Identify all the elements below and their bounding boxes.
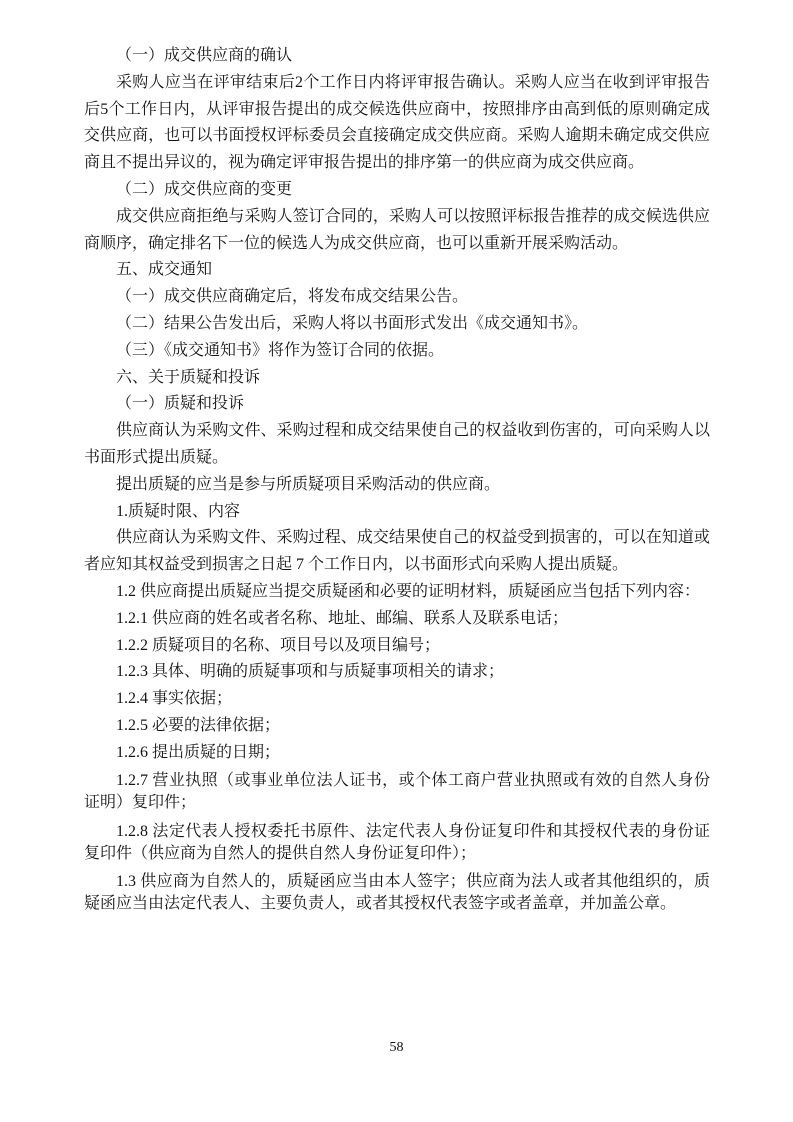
paragraph: 1.2.1 供应商的姓名或者名称、地址、邮编、联系人及联系电话； xyxy=(116,609,569,627)
page-number: 58 xyxy=(389,1040,404,1055)
paragraph: 提出质疑的应当是参与所质疑项目采购活动的供应商。 xyxy=(116,475,501,493)
paragraph: 1.2.7 营业执照（或事业单位法人证书，或个体工商户营业执照或有效的自然人身份证明）复印件； xyxy=(84,771,710,812)
document-body xyxy=(84,43,710,916)
paragraph: 采购人应当在评审结束后2个工作日内将评审报告确认。采购人应当在收到评审报告后5个工作日内，从评审报告提出的成交候选供应商中，按照排序由高到低的原则确定成交供应商，也可以书面授权评标委员会直接确定成交供应商。采购人逾期未确定成交供应商且不提出异议的，视为确定评审报告提出的排序第一的供应商为成交供应商。 xyxy=(84,73,710,172)
paragraph: （二）成交供应商的变更 xyxy=(116,180,293,198)
paragraph: 1.2.8 法定代表人授权委托书原件、法定代表人身份证复印件和其授权代表的身份证复印件（供应商为自然人的提供自然人身份证复印件）； xyxy=(84,822,710,863)
paragraph: 1.3 供应商为自然人的，质疑函应当由本人签字；供应商为法人或者其他组织的，质疑函应当由法定代表人、主要负责人，或者其授权代表签字或者盖章，并加盖公章。 xyxy=(84,872,710,913)
paragraph: 供应商认为采购文件、采购过程和成交结果使自己的权益收到伤害的，可向采购人以书面形式提出质疑。 xyxy=(84,422,710,466)
paragraph: 1.2.3 具体、明确的质疑事项和与质疑事项相关的请求； xyxy=(116,663,505,681)
paragraph: 1.2.4 事实依据； xyxy=(116,690,233,708)
paragraph: （一）成交供应商的确认 xyxy=(116,47,293,64)
paragraph: 五、成交通知 xyxy=(116,261,213,279)
paragraph: 供应商认为采购文件、采购过程、成交结果使自己的权益受到损害的，可以在知道或者应知其权益受到损害之日起 7 个工作日内，以书面形式向采购人提出质疑。 xyxy=(84,529,710,574)
paragraph: 六、关于质疑和投诉 xyxy=(116,368,261,386)
paragraph: （三）《成交通知书》将作为签订合同的依据。 xyxy=(116,341,445,359)
paragraph: 1.2.5 必要的法律依据； xyxy=(116,716,281,734)
paragraph: 1.质疑时限、内容 xyxy=(116,502,241,520)
paragraph: 成交供应商拒绝与采购人签订合同的，采购人可以按照评标报告推荐的成交候选供应商顺序，确定排名下一位的候选人为成交供应商，也可以重新开展采购活动。 xyxy=(84,207,710,252)
paragraph: （一）成交供应商确定后，将发布成交结果公告。 xyxy=(116,288,469,306)
paragraph: 1.2.2 质疑项目的名称、项目号以及项目编号； xyxy=(116,636,441,654)
paragraph: （一）质疑和投诉 xyxy=(116,395,245,413)
paragraph: 1.2 供应商提出质疑应当提交质疑函和必要的证明材料，质疑函应当包括下列内容： xyxy=(116,582,701,600)
paragraph: （二）结果公告发出后，采购人将以书面形式发出《成交通知书》。 xyxy=(116,314,589,332)
paragraph: 1.2.6 提出质疑的日期； xyxy=(116,743,281,761)
